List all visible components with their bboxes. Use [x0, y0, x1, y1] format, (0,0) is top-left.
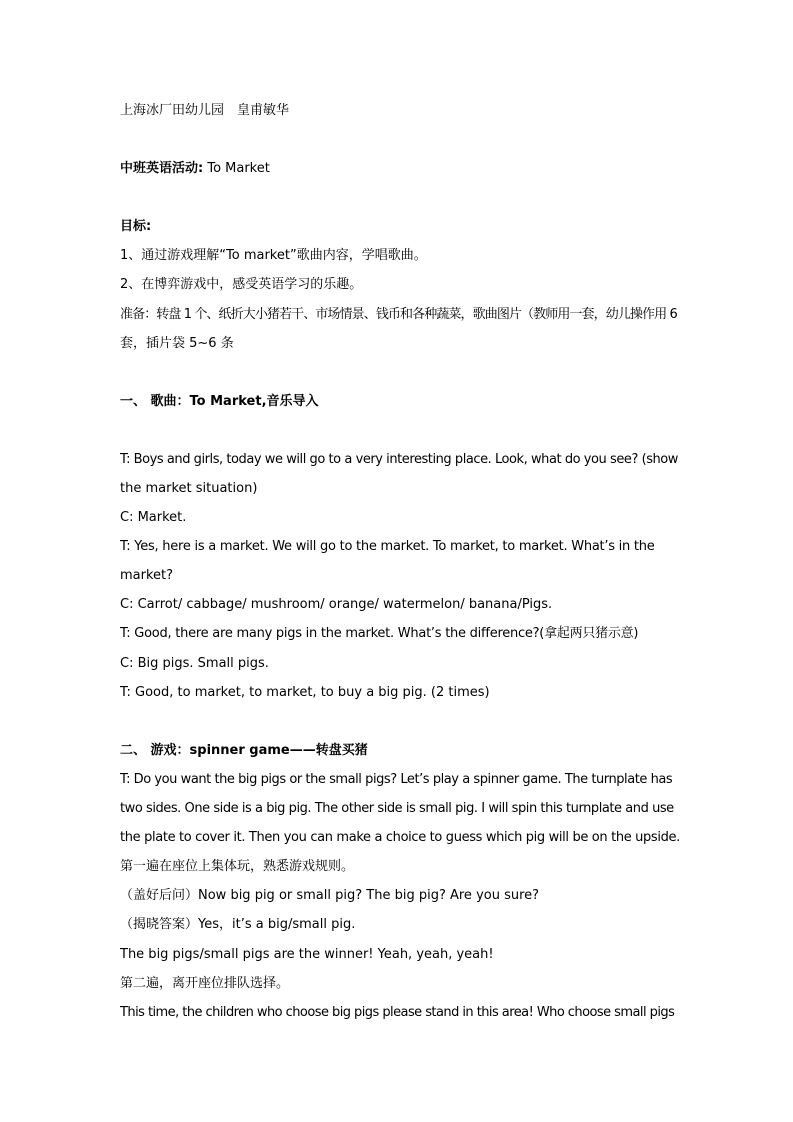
school-author-line: 上海冰厂田幼儿园 皇甫敏华	[120, 103, 290, 118]
dialogue-line: C: Market.	[120, 510, 187, 525]
activity-title-text: To Market	[203, 161, 270, 176]
section-heading-game: 二、 游戏：spinner game——转盘买猪	[120, 743, 368, 758]
objective-item: 2、在博弈游戏中，感受英语学习的乐趣。	[120, 277, 363, 292]
dialogue-line: market?	[120, 568, 174, 583]
dialogue-line: T: Good, there are many pigs in the market. What’s the difference?(拿起两只猪示意)	[120, 626, 639, 641]
dialogue-line: T: Yes, here is a market. We will go to the market. To market, to market. What’s in the	[120, 539, 655, 554]
dialogue-line: T: Good, to market, to market, to buy a big pig. (2 times)	[120, 685, 490, 700]
dialogue-line: This time, the children who choose big pigs please stand in this area! Who choose small pigs	[120, 1005, 675, 1020]
dialogue-line: The big pigs/small pigs are the winner! Yeah, yeah, yeah!	[120, 947, 494, 962]
dialogue-line: T: Do you want the big pigs or the small pigs? Let’s play a spinner game. The turnplate has	[120, 772, 673, 787]
preparation-line: 准备：转盘 1 个、纸折大小猪若干、市场情景、钱币和各种蔬菜，歌曲图片（教师用一套，幼儿操作用 6	[120, 307, 677, 322]
preparation-line: 套，插片袋 5~6 条	[120, 336, 234, 351]
dialogue-line: the market situation)	[120, 481, 258, 496]
dialogue-line: C: Big pigs. Small pigs.	[120, 656, 269, 671]
activity-title-label: 中班英语活动:	[120, 161, 204, 176]
dialogue-line: T: Boys and girls, today we will go to a very interesting place. Look, what do you see? (show	[120, 452, 678, 467]
dialogue-line: 第二遍，离开座位排队选择。	[120, 976, 290, 991]
objectives-heading: 目标:	[120, 219, 152, 234]
activity-title	[120, 161, 680, 177]
dialogue-line: 第一遍在座位上集体玩，熟悉游戏规则。	[120, 859, 355, 874]
dialogue-line: （盖好后问）Now big pig or small pig? The big pig? Are you sure?	[120, 888, 540, 903]
dialogue-line: two sides. One side is a big pig. The other side is small pig. I will spin this turnplate and use	[120, 801, 674, 816]
dialogue-line: （揭晓答案）Yes，it’s a big/small pig.	[120, 917, 356, 932]
objective-item: 1、通过游戏理解“To market”歌曲内容，学唱歌曲。	[120, 248, 427, 263]
section-heading-song: 一、 歌曲：To Market,音乐导入	[120, 394, 319, 409]
dialogue-line: C: Carrot/ cabbage/ mushroom/ orange/ watermelon/ banana/Pigs.	[120, 597, 553, 612]
dialogue-line: the plate to cover it. Then you can make a choice to guess which pig will be on the upside.	[120, 830, 680, 845]
